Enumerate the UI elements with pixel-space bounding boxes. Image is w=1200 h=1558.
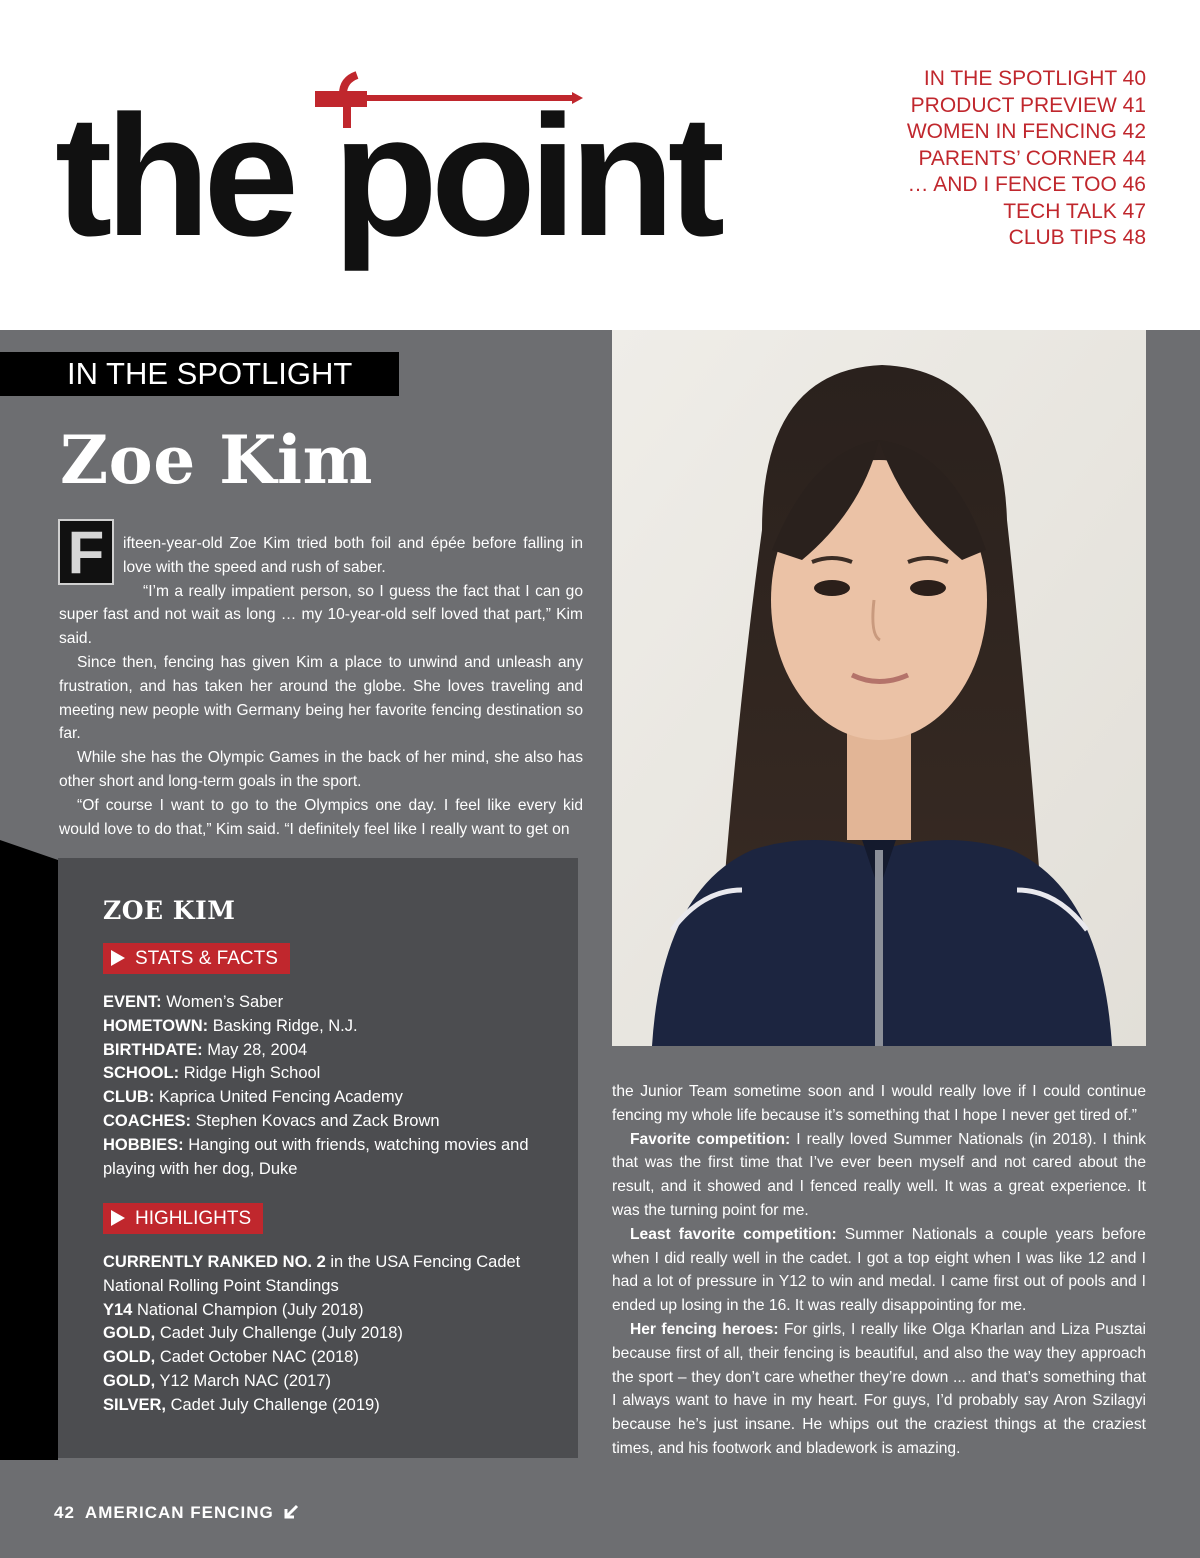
toc-item[interactable]: … AND I FENCE TOO 46 [907, 173, 1146, 196]
portrait-photo [612, 330, 1146, 1046]
stat-label: HOBBIES: [103, 1135, 184, 1154]
toc-item[interactable]: PRODUCT PREVIEW 41 [910, 93, 1146, 117]
stat-value: Stephen Kovacs and Zack Brown [195, 1111, 440, 1130]
highlight-value: Cadet July Challenge (2019) [170, 1395, 380, 1414]
article-body-right [612, 1080, 1146, 1461]
stat-value: Hanging out with friends, watching movies and playing with her dog, Duke [103, 1135, 529, 1178]
badge-label: HIGHLIGHTS [135, 1208, 252, 1229]
highlight-value: Y12 March NAC (2017) [159, 1371, 332, 1390]
highlight-row [103, 1299, 553, 1323]
highlight-value: Cadet October NAC (2018) [159, 1348, 359, 1367]
table-of-contents [907, 66, 1146, 252]
stat-label: EVENT: [103, 993, 162, 1011]
stat-row [103, 1086, 553, 1110]
play-arrow-icon [111, 950, 125, 966]
section-label: IN THE SPOTLIGHT [0, 352, 399, 396]
stat-value: May 28, 2004 [207, 1040, 308, 1059]
stat-value: Women’s Saber [166, 993, 284, 1011]
article-body-left [59, 532, 583, 841]
qa-label: Least favorite competition: [630, 1225, 837, 1243]
the-point-logo [55, 70, 735, 270]
sidebar-name: ZOE KIM [103, 896, 236, 925]
arrow-down-left-icon [282, 1504, 300, 1520]
toc-item[interactable]: PARENTS’ CORNER 44 [918, 146, 1146, 170]
stat-label: HOMETOWN: [103, 1016, 209, 1035]
page-footer [54, 1503, 300, 1523]
paragraph: “I’m a really impatient person, so I guess the fact that I can go super fast and not wait as long … my 10-year-old self loved that part,” Kim said. [59, 582, 583, 648]
stat-label: SCHOOL: [103, 1064, 180, 1083]
stat-row [103, 1039, 553, 1063]
highlight-label: CURRENTLY RANKED NO. 2 [103, 1253, 326, 1271]
highlight-label: GOLD, [103, 1324, 156, 1343]
qa-text: For girls, I really like Olga Kharlan and Liza Pusztai because first of all, their fencing is beautiful, and also the way they approach the sport – they don’t care whether they’re down ... and that’s something that I always want to have in my heart. For guys, I’d probably say Aron Szilagyi because he’s just insane. He whips out the craziest things at the craziest times, and his footwork and bladework is amazing. [612, 1320, 1146, 1457]
highlight-row [103, 1251, 553, 1299]
stat-label: COACHES: [103, 1111, 192, 1130]
paragraph: While she has the Olympic Games in the back of her mind, she also has other short and long-term goals in the sport. [59, 749, 583, 790]
highlight-row [103, 1322, 553, 1346]
highlight-value: National Champion (July 2018) [136, 1300, 364, 1319]
paragraph: ifteen-year-old Zoe Kim tried both foil and épée before falling in love with the speed and rush of saber. [123, 535, 583, 576]
highlight-label: GOLD, [103, 1348, 156, 1367]
highlight-label: Y14 [103, 1300, 133, 1319]
paragraph: “Of course I want to go to the Olympics one day. I feel like every kid would love to do that,” Kim said. “I definitely feel like I really want to get on [59, 796, 583, 838]
portrait-illustration [612, 330, 1146, 1046]
drop-cap: F [58, 519, 114, 585]
stat-row [103, 1134, 553, 1182]
highlights-badge [103, 1203, 263, 1234]
highlight-row [103, 1370, 553, 1394]
qa-text: I really loved Summer Nationals (in 2018). I think that was the first time that I’ve ever been myself and not cared about the result, and it showed and I fenced really well. It was a great experience. It was the turning point for me. [612, 1130, 1146, 1219]
qa-label: Her fencing heroes: [630, 1320, 779, 1338]
stat-label: CLUB: [103, 1088, 155, 1107]
sidebar-shadow [0, 840, 58, 1460]
stat-value: Kaprica United Fencing Academy [158, 1088, 403, 1107]
masthead [0, 0, 1200, 330]
toc-item[interactable]: CLUB TIPS 48 [1008, 226, 1146, 249]
highlight-row [103, 1346, 553, 1370]
stat-row [103, 991, 553, 1015]
toc-item[interactable]: TECH TALK 47 [1003, 199, 1146, 223]
paragraph: Since then, fencing has given Kim a place to unwind and unleash any frustration, and has taken her around the globe. She loves traveling and meeting new people with Germany being her favorite fencing destination so far. [59, 653, 583, 743]
qa-paragraph [612, 1128, 1146, 1223]
stat-row [103, 1015, 553, 1039]
highlight-value: Cadet July Challenge (July 2018) [159, 1324, 403, 1343]
qa-paragraph [612, 1318, 1146, 1461]
qa-paragraph [612, 1223, 1146, 1318]
page-number: 42 [54, 1503, 75, 1522]
publication-name: AMERICAN FENCING [84, 1503, 274, 1522]
logo-wordmark: the point [55, 80, 719, 272]
paragraph: the Junior Team sometime soon and I would really love if I could continue fencing my whole life because it’s something that I hope I never get tired of.” [612, 1083, 1146, 1124]
qa-label: Favorite competition: [630, 1130, 791, 1148]
highlight-label: SILVER, [103, 1395, 166, 1414]
toc-item[interactable]: IN THE SPOTLIGHT 40 [923, 67, 1146, 90]
highlights-list [103, 1251, 553, 1418]
stat-label: BIRTHDATE: [103, 1040, 203, 1059]
stat-value: Ridge High School [183, 1064, 321, 1083]
highlight-label: GOLD, [103, 1371, 156, 1390]
stats-facts-badge [103, 943, 290, 974]
badge-label: STATS & FACTS [135, 948, 278, 969]
play-arrow-icon [111, 1210, 125, 1226]
stats-sidebar [58, 858, 578, 1458]
qa-text: Summer Nationals a couple years before when I did really well in the cadet. I got a top eight when I was like 12 and I had a lot of pressure in Y12 to win and medal. I came first out of pools and I ended up losing in the 16. It was really disappointing for me. [612, 1225, 1146, 1315]
article-headline: Zoe Kim [60, 421, 373, 499]
stat-row [103, 1062, 553, 1086]
stat-value: Basking Ridge, N.J. [212, 1016, 358, 1035]
highlight-value: in the USA Fencing Cadet National Rolling Point Standings [103, 1253, 521, 1295]
toc-item[interactable]: WOMEN IN FENCING 42 [906, 120, 1146, 143]
stats-list [103, 991, 553, 1181]
stat-row [103, 1110, 553, 1134]
highlight-row [103, 1394, 553, 1418]
